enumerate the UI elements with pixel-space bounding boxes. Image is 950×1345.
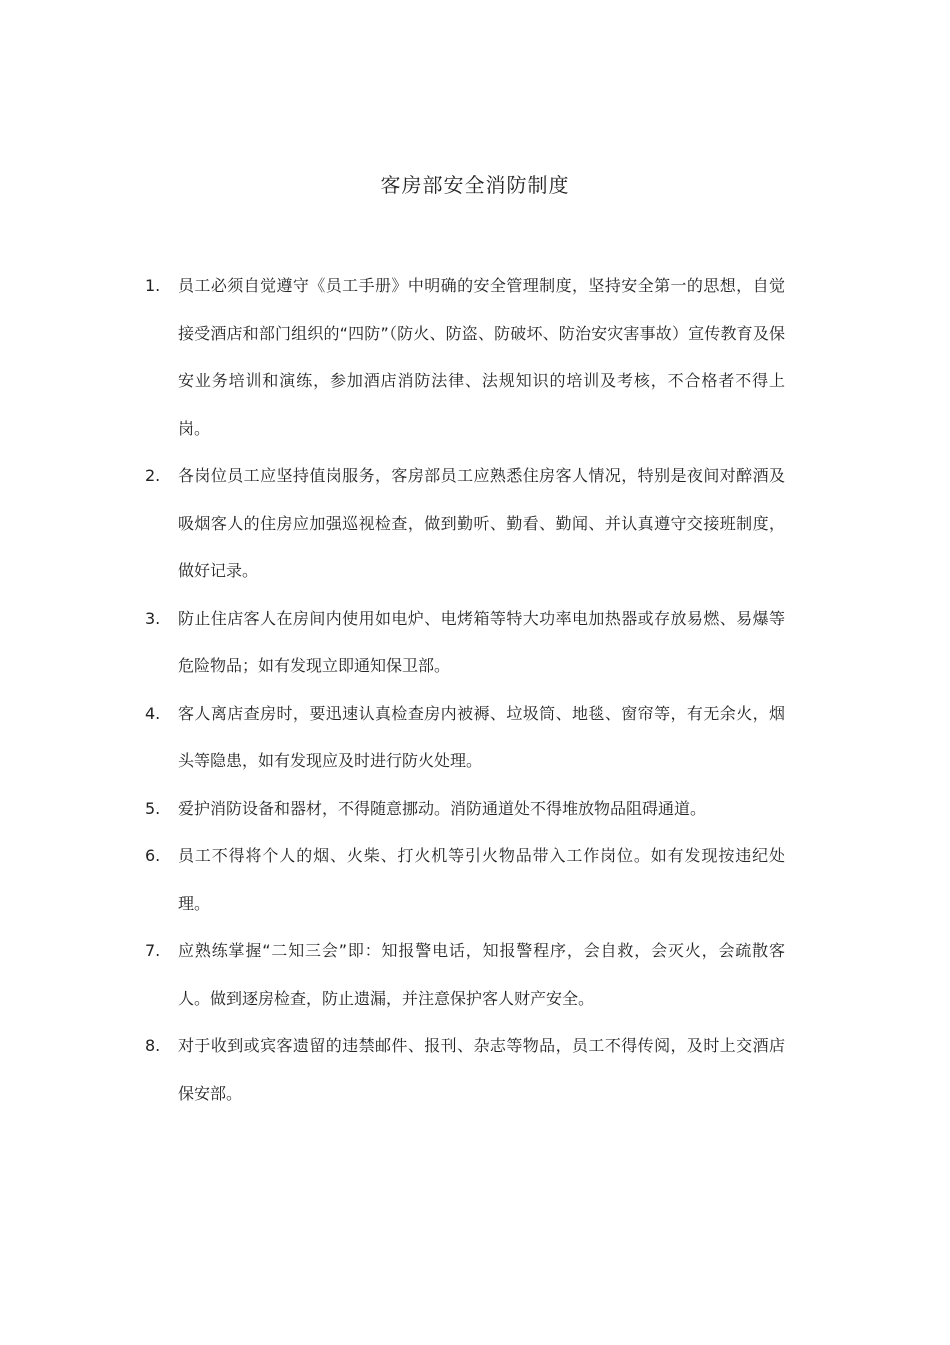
list-item xyxy=(145,452,785,595)
item-number: 6. xyxy=(145,846,161,865)
item-text: 对于收到或宾客遗留的违禁邮件、报刊、杂志等物品，员工不得传阅，及时上交酒店保安部。 xyxy=(178,1036,785,1103)
list-item xyxy=(145,832,785,927)
rules-list xyxy=(145,262,785,1117)
item-text: 各岗位员工应坚持值岗服务，客房部员工应熟悉住房客人情况，特别是夜间对醉酒及吸烟客人的住房应加强巡视检查，做到勤听、勤看、勤闻、并认真遵守交接班制度，做好记录。 xyxy=(178,466,785,580)
item-text: 员工必须自觉遵守《员工手册》中明确的安全管理制度，坚持安全第一的思想，自觉接受酒店和部门组织的“四防”（防火、防盗、防破坏、防治安灾害事故）宣传教育及保安业务培训和演练，参加酒店消防法律、法规知识的培训及考核，不合格者不得上岗。 xyxy=(178,276,785,438)
item-number: 8. xyxy=(145,1036,161,1055)
list-item xyxy=(145,262,785,452)
list-item xyxy=(145,785,785,833)
list-item xyxy=(145,927,785,1022)
item-number: 1. xyxy=(145,276,161,295)
list-item xyxy=(145,690,785,785)
document-title: 客房部安全消防制度 xyxy=(380,173,570,197)
item-number: 4. xyxy=(145,703,161,723)
item-text: 应熟练掌握“二知三会”即：知报警电话，知报警程序，会自救，会灭火，会疏散客人。做到逐房检查，防止遗漏，并注意保护客人财产安全。 xyxy=(178,941,785,1008)
item-text: 客人离店查房时，要迅速认真检查房内被褥、垃圾筒、地毯、窗帘等，有无余火，烟头等隐患，如有发现应及时进行防火处理。 xyxy=(178,703,785,770)
list-item xyxy=(145,595,785,690)
item-number: 5. xyxy=(145,798,161,818)
item-text: 员工不得将个人的烟、火柴、打火机等引火物品带入工作岗位。如有发现按违纪处理。 xyxy=(178,846,785,913)
item-text: 防止住店客人在房间内使用如电炉、电烤箱等特大功率电加热器或存放易燃、易爆等危险物品；如有发现立即通知保卫部。 xyxy=(178,608,785,675)
item-number: 7. xyxy=(145,941,161,960)
item-number: 3. xyxy=(145,608,161,628)
list-item xyxy=(145,1022,785,1117)
item-number: 2. xyxy=(145,466,161,485)
item-text: 爱护消防设备和器材，不得随意挪动。消防通道处不得堆放物品阻碍通道。 xyxy=(178,798,707,818)
